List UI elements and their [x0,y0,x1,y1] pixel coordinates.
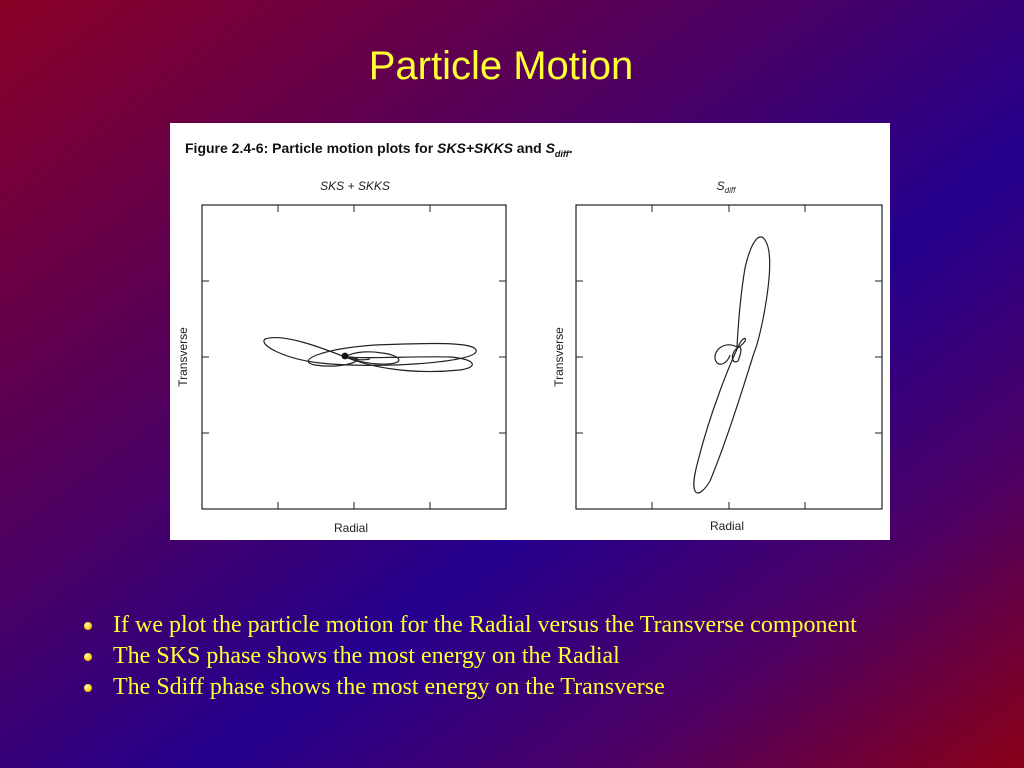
slide-title: Particle Motion [368,44,634,88]
figure-svg [170,123,890,540]
bullet-text: The SKS phase shows the most energy on the Radial [113,643,620,669]
bullet-dot-icon [84,653,92,661]
sks-plot-title: SKS + SKKS [320,179,390,193]
sks-origin-marker [342,353,349,360]
bullet-dot-icon [84,622,92,630]
caption-prefix: Figure 2.4-6: Particle motion plots for [185,140,438,156]
sks-xlabel: Radial [333,521,369,535]
sdiff-particle-motion-trace [694,237,770,493]
sks-particle-motion-trace [264,338,476,372]
sks-ylabel: Transverse [176,327,190,387]
figure-caption [185,140,573,159]
bullet-item [80,610,857,641]
caption-phase2-base: S [545,140,555,156]
bullet-item [80,641,857,672]
sks-skks-plot [176,179,506,535]
bullet-item [80,672,857,703]
bullet-text: The Sdiff phase shows the most energy on the Transverse [113,674,665,700]
sdiff-title-base: S [716,179,725,193]
sdiff-plot [552,179,882,533]
figure-panel [170,123,890,540]
sdiff-title-sub: diff [724,186,736,195]
caption-end: . [568,140,573,156]
bullet-text: If we plot the particle motion for the Radial versus the Transverse component [113,612,857,638]
sdiff-plot-title [717,179,736,195]
caption-and: and [512,140,546,156]
bullet-list [80,610,857,703]
sdiff-xlabel: Radial [709,519,745,533]
caption-phase1: SKS+SKKS [437,140,513,156]
sdiff-ylabel: Transverse [552,327,566,387]
caption-phase2-sub: diff [554,149,569,159]
bullet-dot-icon [84,684,92,692]
